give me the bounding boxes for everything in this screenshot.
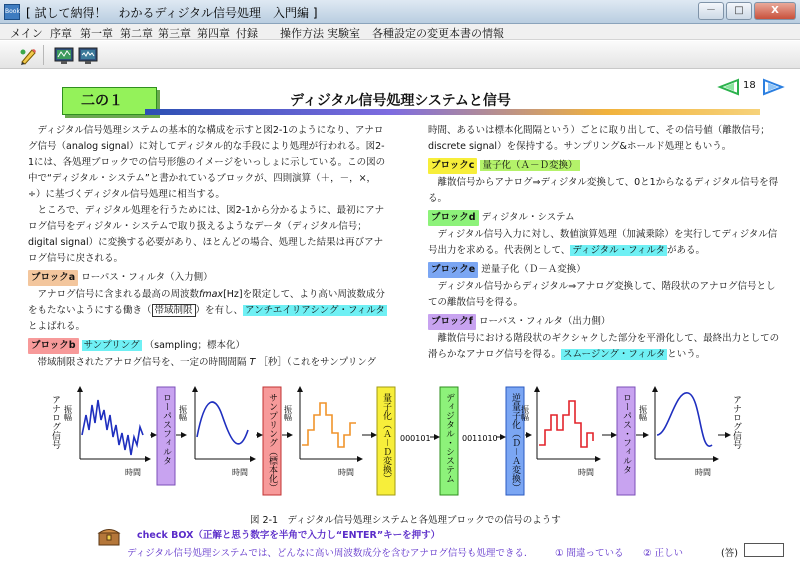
menu-about[interactable]: 本書の情報 bbox=[449, 27, 504, 40]
page-title: ディジタル信号処理システムと信号 bbox=[290, 93, 511, 109]
digital-filter-term: ディジタル・フィルタ bbox=[572, 245, 666, 256]
menu-settings[interactable]: 各種設定の変更 bbox=[372, 27, 449, 40]
block-d-tag: ブロックd bbox=[428, 210, 479, 226]
figure-caption: 図 2-1 ディジタル信号処理システムと各処理ブロックでの信号のようす bbox=[250, 515, 561, 526]
bits-out: 0011010 bbox=[462, 434, 498, 443]
block-dequantization bbox=[506, 387, 524, 495]
amplitude-label-3: 振幅 bbox=[283, 405, 293, 421]
block-a-text: アナログ信号に含まれる最高の周波数fmax[Hz]を限定して、より高い周波数成分をもたないようにする働き（ 帯域制限 ）を有し、 アンチエイリアシング・フィルタとよばれる。 bbox=[28, 289, 385, 332]
block-sampling bbox=[263, 387, 281, 495]
graph-analog-input bbox=[64, 387, 151, 477]
menu-chapter-1[interactable]: 第一章 bbox=[80, 27, 113, 40]
page-content bbox=[0, 70, 800, 578]
window-title: [ 試して納得！ わかるディジタル信号処理 入門編 ] bbox=[26, 6, 318, 20]
anti-aliasing-term: アンチエイリアシング・フィルタ bbox=[245, 305, 385, 316]
toolbar bbox=[0, 41, 800, 69]
menu-bar bbox=[0, 24, 800, 40]
signal-flow-diagram bbox=[0, 375, 800, 515]
amplitude-label-2: 振幅 bbox=[178, 405, 188, 421]
block-c-heading bbox=[428, 158, 783, 174]
block-quantization bbox=[377, 387, 395, 495]
quantization-term: 量子化（Ａ－Ｄ変換） bbox=[482, 160, 578, 171]
sampling-continued: 時間、あるいは標本化間隔という）ごとに取り出して、その信号値（離散信号；discrete signal）を保持する。サンプリング&ホールド処理ともいう。 bbox=[428, 125, 770, 152]
block-lowpass-output bbox=[617, 387, 635, 495]
graph-staircase bbox=[521, 387, 601, 477]
menu-chapter-3[interactable]: 第三章 bbox=[158, 27, 191, 40]
close-button[interactable]: X bbox=[754, 2, 796, 20]
input-signal-label: アナログ信号 bbox=[50, 395, 60, 449]
monitor-icon[interactable] bbox=[52, 44, 74, 66]
right-column bbox=[428, 123, 783, 363]
time-label-6: 時間 bbox=[578, 468, 594, 477]
block-lowpass-input bbox=[157, 387, 175, 485]
conversion-paragraph: ところで、ディジタル処理を行うためには、図2-1から分かるように、最初にアナログ信号をディジタル・システムで取り扱えるようなデータ（ディジタル信号；digital signal）に変換する必要があり、ほとんどの場合、処理した結果は再びアナログ信号に戻される。 bbox=[28, 205, 385, 264]
amplitude-label-6: 振幅 bbox=[520, 405, 530, 421]
previous-page-button[interactable] bbox=[716, 77, 740, 101]
svg-text:サンプリング（標本化）: サンプリング（標本化） bbox=[267, 393, 277, 492]
block-digital-system bbox=[440, 387, 458, 495]
block-e-heading bbox=[428, 262, 783, 278]
menu-main[interactable]: メイン bbox=[10, 27, 43, 40]
amplitude-label-1: 振幅 bbox=[63, 405, 73, 421]
block-f-text: 離散信号における階段状のギクシャクした部分を平滑化して、最終出力としての滑らかなアナログ信号を得る。 スムージング・フィルタ という。 bbox=[428, 333, 780, 360]
block-e-text: ディジタル信号からディジタル⇒アナログ変換して、階段状のアナログ信号としての離散信号を得る。 bbox=[428, 281, 776, 308]
menu-lab[interactable]: 実験室 bbox=[327, 27, 360, 40]
answer-input[interactable] bbox=[744, 543, 784, 557]
block-b-tag: ブロックb bbox=[28, 338, 79, 354]
option-correct: ② 正しい bbox=[643, 548, 684, 559]
app-book-icon: Book bbox=[4, 4, 20, 20]
option-wrong: ① 間違っている bbox=[555, 548, 624, 559]
treasure-chest-icon bbox=[97, 526, 121, 546]
check-question: ディジタル信号処理システムでは、どんなに高い周波数成分を含むアナログ信号も処理できる. bbox=[127, 548, 527, 559]
block-c-text: 離散信号からアナログ⇒ディジタル変換して、0と1からなるディジタル信号を得る。 bbox=[428, 177, 779, 204]
menu-howto[interactable]: 操作方法 bbox=[280, 27, 324, 40]
block-d-heading bbox=[428, 210, 783, 226]
sampling-term: サンプリング bbox=[83, 340, 140, 351]
pencil-icon[interactable] bbox=[16, 44, 38, 66]
left-column bbox=[28, 123, 388, 371]
output-signal-label: アナログ信号 bbox=[731, 395, 741, 449]
time-label-7: 時間 bbox=[695, 468, 711, 477]
graph-analog-output bbox=[639, 387, 719, 477]
svg-text:量子化（Ａ－Ｄ変換）: 量子化（Ａ－Ｄ変換） bbox=[381, 393, 391, 484]
answer-label: (答) bbox=[721, 548, 738, 559]
title-underline bbox=[145, 109, 760, 115]
block-d-title: ディジタル・システム bbox=[481, 212, 575, 223]
fmax-symbol: fmax bbox=[199, 289, 224, 300]
menu-appendix[interactable]: 付録 bbox=[236, 27, 258, 40]
time-label-2: 時間 bbox=[232, 468, 248, 477]
bits-in: 000101 bbox=[400, 434, 431, 443]
next-page-button[interactable] bbox=[762, 77, 786, 101]
minimize-button[interactable]: － bbox=[698, 2, 724, 20]
block-b-text: 帯域制限されたアナログ信号を、一定の時間間隔 T ［秒］（これをサンプリング bbox=[37, 357, 377, 368]
time-label-3: 時間 bbox=[338, 468, 354, 477]
band-limit-term: 帯域制限 bbox=[152, 304, 196, 317]
menu-prologue[interactable]: 序章 bbox=[50, 27, 72, 40]
intro-paragraph: ディジタル信号処理システムの基本的な構成を示すと図2-1のようになり、アナログ信号（analog signal）に対してディジタル的な手段により処理が行われる。図2-1には、各処理ブロックでの信号形態のイメージをいっしょに示している。この図の中で“ディジタル・システム”と書かれているブロックが、四則演算（＋，－，×，÷）に基づくディジタル信号処理に相当する。 bbox=[28, 125, 386, 200]
block-f-tag: ブロックf bbox=[428, 314, 476, 330]
block-a-heading bbox=[28, 270, 388, 286]
graph-bandlimited bbox=[179, 387, 256, 477]
page-number: 18 bbox=[743, 80, 756, 91]
section-badge: 二の１ bbox=[62, 87, 157, 115]
maximize-button[interactable]: □ bbox=[726, 2, 752, 20]
svg-text:ローパスフィルタ: ローパスフィルタ bbox=[161, 393, 171, 465]
amplitude-label-7: 振幅 bbox=[638, 405, 648, 421]
graph-sampled bbox=[284, 387, 363, 477]
block-d-text: ディジタル信号入力に対し、数値演算処理（加減乗除）を実行してディジタル信号出力を求める。代表例として、 ディジタル・フィルタ がある。 bbox=[428, 229, 778, 256]
block-e-tag: ブロックe bbox=[428, 262, 478, 278]
arrow-right-icon bbox=[762, 77, 786, 97]
block-b-heading bbox=[28, 338, 388, 354]
svg-text:ローパス・フィルタ: ローパス・フィルタ bbox=[621, 393, 631, 474]
check-box-title: check BOX（正解と思う数字を半角で入力し“ENTER”キーを押す） bbox=[137, 530, 441, 541]
block-a-title: ローパス・フィルタ（入力側） bbox=[81, 272, 213, 283]
menu-chapter-2[interactable]: 第二章 bbox=[120, 27, 153, 40]
svg-text:ディジタル・システム: ディジタル・システム bbox=[444, 393, 454, 483]
time-label-1: 時間 bbox=[125, 468, 141, 477]
block-b-title: （sampling；標本化） bbox=[144, 340, 246, 351]
toolbar-separator bbox=[43, 45, 44, 65]
svg-text:逆量子化（Ｄ－Ａ変換）: 逆量子化（Ｄ－Ａ変換） bbox=[510, 393, 520, 493]
arrow-left-icon bbox=[716, 77, 740, 97]
block-f-heading bbox=[428, 314, 783, 330]
smoothing-filter-term: スムージング・フィルタ bbox=[563, 349, 666, 360]
block-c-tag: ブロックc bbox=[428, 158, 477, 174]
menu-chapter-4[interactable]: 第四章 bbox=[197, 27, 230, 40]
block-a-tag: ブロックa bbox=[28, 270, 78, 286]
title-bar bbox=[0, 0, 800, 24]
block-f-title: ローパス・フィルタ（出力側） bbox=[478, 316, 611, 327]
block-e-title: 逆量子化（Ｄ－Ａ変換） bbox=[481, 264, 586, 275]
monitor-icon[interactable] bbox=[76, 44, 98, 66]
